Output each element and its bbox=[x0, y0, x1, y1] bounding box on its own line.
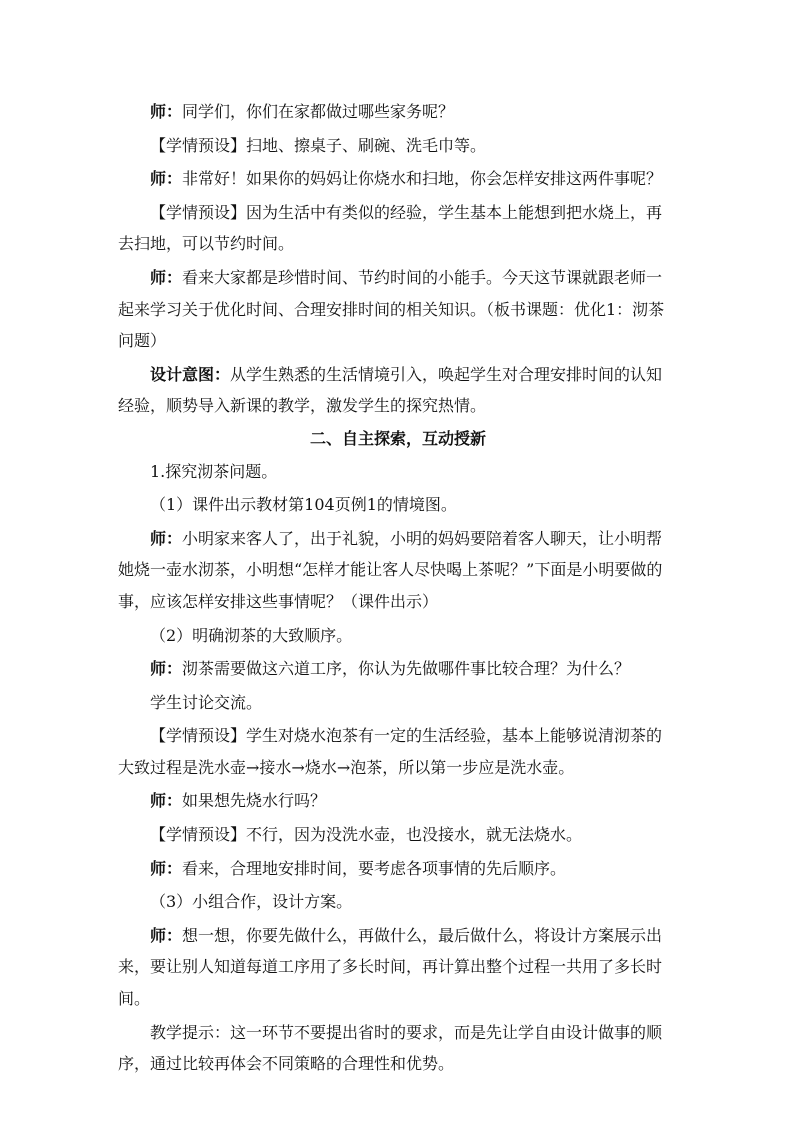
paragraph-text: 看来，合理地安排时间，要考虑各项事情的先后顺序。 bbox=[182, 858, 567, 878]
teaching-tip-label: 教学提示： bbox=[150, 1022, 231, 1042]
paragraph-text: 因为生活中有类似的经验，学生基本上能想到把水烧上，再去扫地，可以节约时间。 bbox=[118, 202, 663, 254]
paragraph-text: 小明家来客人了，出于礼貌，小明的妈妈要陪着客人聊天，让小明帮她烧一壶水沏茶，小明想“怎样才能让客人尽快喝上茶呢？”下面是小明要做的事，应该怎样安排这些事情呢？（课件出示） bbox=[118, 528, 663, 611]
speaker-label: 师： bbox=[150, 925, 183, 945]
paragraph-teacher-followup bbox=[118, 163, 678, 195]
paragraph-text: 沏茶需要做这六道工序，你认为先做哪件事比较合理？为什么？ bbox=[182, 659, 631, 679]
paragraph-student-preset bbox=[118, 819, 678, 851]
paragraph-discussion: 学生讨论交流。 bbox=[150, 692, 263, 712]
paragraph-teacher-intro bbox=[118, 262, 678, 357]
design-intent-label: 设计意图： bbox=[150, 364, 231, 384]
paragraph-text: 扫地、擦桌子、刷碗、洗毛巾等。 bbox=[246, 135, 487, 155]
paragraph-teacher-summary bbox=[118, 853, 678, 885]
paragraph-teacher-question bbox=[118, 785, 678, 817]
paragraph-text: 看来大家都是珍惜时间、节约时间的小能手。今天这节课就跟老师一起来学习关于优化时间、合理安排时间的相关知识。（板书课题：优化1：沏茶问题） bbox=[118, 267, 665, 351]
paragraph-text: 这一环节不要提出省时的要求，而是先让学自由设计做事的顺序，通过比较再体会不同策略的合理性和优势。 bbox=[118, 1022, 663, 1074]
speaker-label: 师： bbox=[150, 267, 183, 287]
paragraph-text: 如果想先烧水行吗？ bbox=[182, 791, 327, 811]
paragraph-step: （1）课件出示教材第104页例1的情境图。 bbox=[150, 495, 457, 515]
paragraph-student-preset bbox=[118, 720, 678, 783]
speaker-label: 师： bbox=[150, 528, 183, 548]
paragraph-text: 想一想，你要先做什么，再做什么，最后做什么，将设计方案展示出来，要让别人知道每道工序用了多长时间，再计算出整个过程一共用了多长时间。 bbox=[118, 925, 663, 1009]
paragraph-design-intent bbox=[118, 359, 678, 422]
speaker-label: 师： bbox=[150, 858, 183, 878]
paragraph-step: （3）小组合作，设计方案。 bbox=[150, 892, 353, 912]
paragraph-teacher-instruction bbox=[118, 920, 678, 1015]
section-heading: 二、自主探索，互动授新 bbox=[309, 428, 486, 448]
paragraph-text: 学生对烧水泡茶有一定的生活经验，基本上能够说清沏茶的大致过程是洗水壶→接水→烧水→泡茶，所以第一步应是洗水壶。 bbox=[118, 726, 663, 777]
speaker-label: 师： bbox=[150, 169, 183, 189]
paragraph-teacher-scenario bbox=[118, 523, 678, 618]
paragraph-teaching-tip bbox=[118, 1017, 678, 1080]
paragraph-text: 同学们，你们在家都做过哪些家务呢？ bbox=[182, 102, 455, 121]
paragraph-teacher-question bbox=[118, 96, 678, 128]
preset-label: 【学情预设】 bbox=[150, 726, 247, 746]
speaker-label: 师： bbox=[150, 102, 183, 121]
preset-label: 【学情预设】 bbox=[150, 825, 247, 845]
speaker-label: 师： bbox=[150, 791, 183, 811]
speaker-label: 师： bbox=[150, 659, 183, 679]
paragraph-student-preset bbox=[118, 197, 678, 260]
paragraph-student-preset bbox=[118, 130, 678, 162]
preset-label: 【学情预设】 bbox=[150, 202, 247, 222]
document-page bbox=[118, 96, 678, 1080]
paragraph-teacher-question bbox=[118, 653, 678, 685]
paragraph-step: 1.探究沏茶问题。 bbox=[150, 461, 278, 481]
paragraph-text: 非常好！如果你的妈妈让你烧水和扫地，你会怎样安排这两件事呢？ bbox=[182, 169, 663, 189]
paragraph-text: 从学生熟悉的生活情境引入，唤起学生对合理安排时间的认知经验，顺势导入新课的教学，激发学生的探究热情。 bbox=[118, 364, 663, 416]
paragraph-step: （2）明确沏茶的大致顺序。 bbox=[150, 625, 353, 645]
preset-label: 【学情预设】 bbox=[150, 135, 247, 155]
paragraph-text: 不行，因为没洗水壶，也没接水，就无法烧水。 bbox=[246, 825, 583, 845]
